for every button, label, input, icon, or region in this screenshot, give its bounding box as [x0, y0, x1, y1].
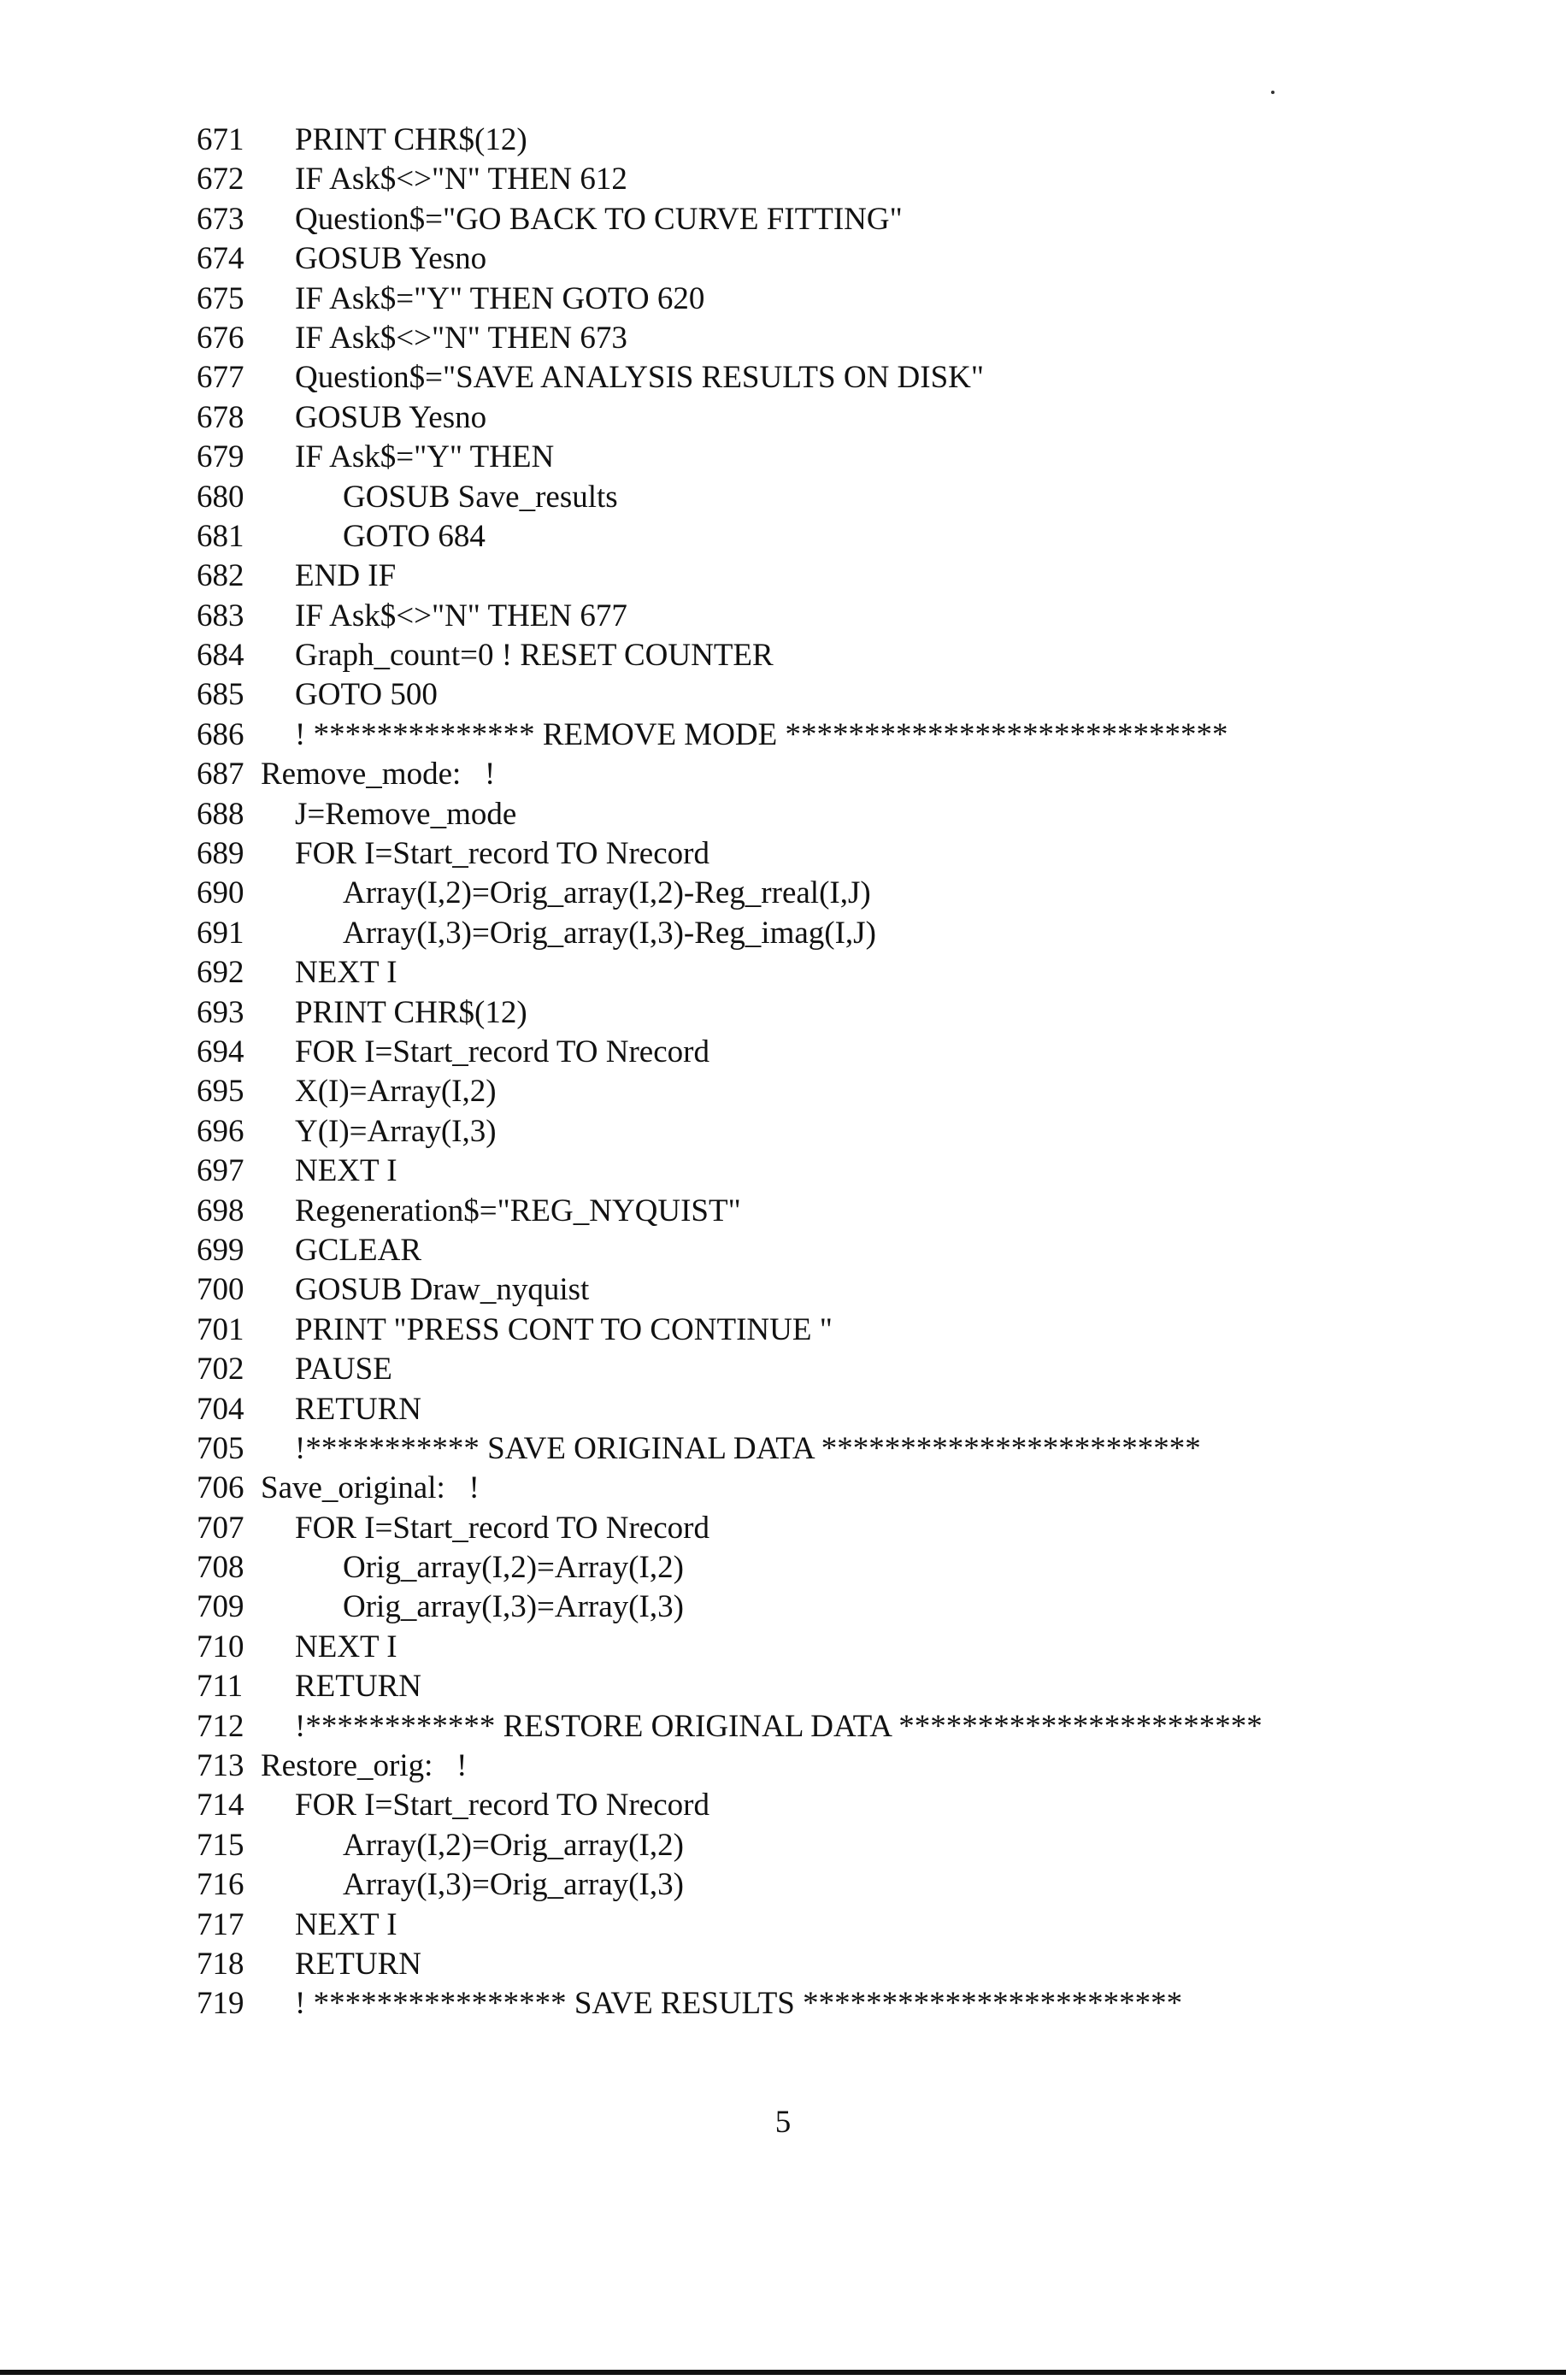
code-text: ! **************** SAVE RESULTS ************************: [295, 1986, 1183, 2022]
line-number: 677: [197, 360, 244, 396]
code-line: [197, 280, 1479, 319]
line-number: 672: [197, 162, 244, 197]
line-number: 688: [197, 796, 244, 832]
code-line: [197, 1231, 1479, 1270]
code-text: Y(I)=Array(I,3): [295, 1113, 497, 1149]
line-number: 693: [197, 994, 244, 1030]
code-line: [197, 121, 1479, 160]
line-number: 687: [197, 757, 244, 792]
code-text: GOSUB Draw_nyquist: [295, 1272, 590, 1308]
code-line: [197, 319, 1479, 358]
code-text: GOTO 500: [295, 677, 438, 713]
code-line: [197, 636, 1479, 675]
line-number: 713: [197, 1748, 244, 1784]
line-number: 692: [197, 955, 244, 991]
code-text: IF Ask$="Y" THEN: [295, 439, 555, 475]
code-line: [197, 1390, 1479, 1429]
code-line: [197, 716, 1479, 755]
line-number: 699: [197, 1232, 244, 1268]
code-text: Regeneration$="REG_NYQUIST": [295, 1193, 741, 1228]
code-line: [197, 1548, 1479, 1588]
code-text: Array(I,3)=Orig_array(I,3): [343, 1867, 684, 1903]
code-line: [197, 1707, 1479, 1747]
line-number: 709: [197, 1589, 244, 1625]
line-number: 694: [197, 1034, 244, 1069]
code-line: [197, 755, 1479, 794]
code-text: END IF: [295, 558, 397, 594]
page-number: 5: [774, 2105, 792, 2140]
code-text: FOR I=Start_record TO Nrecord: [295, 1788, 709, 1823]
code-line: [197, 795, 1479, 834]
code-line: [197, 874, 1479, 913]
line-number: 675: [197, 280, 244, 316]
code-text: IF Ask$<>"N" THEN 673: [295, 320, 627, 356]
line-number: 685: [197, 677, 244, 713]
code-line: [197, 1192, 1479, 1231]
code-text: PRINT "PRESS CONT TO CONTINUE ": [295, 1311, 833, 1347]
code-text: ! ************** REMOVE MODE ****************************: [295, 716, 1228, 752]
line-number: 678: [197, 399, 244, 435]
line-number: 710: [197, 1629, 244, 1664]
code-text: Question$="SAVE ANALYSIS RESULTS ON DISK": [295, 360, 984, 396]
line-number: 717: [197, 1906, 244, 1942]
code-text: NEXT I: [295, 1629, 397, 1664]
code-line: [197, 1865, 1479, 1905]
code-label: Restore_orig: !: [261, 1748, 468, 1784]
line-number: 711: [197, 1669, 244, 1705]
line-number: 680: [197, 479, 244, 515]
code-text: FOR I=Start_record TO Nrecord: [295, 1034, 709, 1069]
code-line: [197, 1826, 1479, 1865]
code-line: [197, 478, 1479, 517]
code-line: [197, 438, 1479, 477]
line-number: 684: [197, 638, 244, 674]
line-number: 714: [197, 1788, 244, 1823]
code-text: RETURN: [295, 1391, 421, 1427]
line-number: 712: [197, 1708, 244, 1744]
code-text: Array(I,2)=Orig_array(I,2)-Reg_rreal(I,J): [343, 875, 871, 911]
line-number: 716: [197, 1867, 244, 1903]
code-label: Remove_mode: !: [261, 757, 496, 792]
code-text: RETURN: [295, 1669, 421, 1705]
code-line: [197, 557, 1479, 596]
code-text: NEXT I: [295, 955, 397, 991]
code-text: PAUSE: [295, 1352, 392, 1387]
code-text: FOR I=Start_record TO Nrecord: [295, 836, 709, 872]
line-number: 706: [197, 1470, 244, 1506]
line-number: 702: [197, 1352, 244, 1387]
code-line: [197, 1628, 1479, 1667]
line-number: 686: [197, 716, 244, 752]
line-number: 697: [197, 1153, 244, 1189]
code-text: PRINT CHR$(12): [295, 994, 527, 1030]
stray-mark: [1271, 91, 1275, 94]
code-text: IF Ask$<>"N" THEN 677: [295, 598, 627, 633]
code-line: [197, 1786, 1479, 1825]
code-text: !************ RESTORE ORIGINAL DATA ***********************: [295, 1708, 1263, 1744]
code-text: IF Ask$<>"N" THEN 612: [295, 162, 627, 197]
code-text: !*********** SAVE ORIGINAL DATA ************************: [295, 1430, 1201, 1466]
code-line: [197, 1072, 1479, 1111]
code-text: RETURN: [295, 1946, 421, 1982]
line-number: 681: [197, 518, 244, 554]
code-line: [197, 1429, 1479, 1469]
line-number: 691: [197, 915, 244, 951]
code-text: NEXT I: [295, 1906, 397, 1942]
code-line: [197, 675, 1479, 715]
line-number: 718: [197, 1946, 244, 1982]
code-line: [197, 1984, 1479, 2024]
code-line: [197, 1112, 1479, 1152]
line-number: 696: [197, 1113, 244, 1149]
line-number: 683: [197, 598, 244, 633]
line-number: 674: [197, 241, 244, 277]
code-line: [197, 1906, 1479, 1945]
code-text: Orig_array(I,2)=Array(I,2): [343, 1550, 684, 1586]
line-number: 673: [197, 201, 244, 237]
code-line: [197, 517, 1479, 557]
code-text: Array(I,3)=Orig_array(I,3)-Reg_imag(I,J): [343, 915, 876, 951]
line-number: 695: [197, 1074, 244, 1110]
code-text: GOSUB Yesno: [295, 241, 487, 277]
code-line: [197, 1588, 1479, 1627]
code-line: [197, 953, 1479, 993]
code-label: Save_original: !: [261, 1470, 480, 1506]
code-line: [197, 1747, 1479, 1786]
code-text: GOSUB Save_results: [343, 479, 618, 515]
code-line: [197, 398, 1479, 438]
code-line: [197, 914, 1479, 953]
code-text: PRINT CHR$(12): [295, 122, 527, 157]
line-number: 671: [197, 122, 244, 157]
code-line: [197, 1152, 1479, 1191]
code-text: J=Remove_mode: [295, 796, 517, 832]
line-number: 690: [197, 875, 244, 911]
code-line: [197, 1270, 1479, 1310]
code-text: Graph_count=0 ! RESET COUNTER: [295, 638, 774, 674]
code-line: [197, 160, 1479, 199]
bottom-rule: [0, 2370, 1566, 2375]
line-number: 719: [197, 1986, 244, 2022]
code-text: Array(I,2)=Orig_array(I,2): [343, 1827, 684, 1863]
code-line: [197, 1509, 1479, 1548]
line-number: 704: [197, 1391, 244, 1427]
code-listing: [197, 121, 1479, 2024]
code-text: GOTO 684: [343, 518, 486, 554]
line-number: 679: [197, 439, 244, 475]
line-number: 701: [197, 1311, 244, 1347]
line-number: 705: [197, 1430, 244, 1466]
code-line: [197, 1667, 1479, 1706]
code-line: [197, 1311, 1479, 1350]
code-line: [197, 358, 1479, 398]
code-text: NEXT I: [295, 1153, 397, 1189]
line-number: 689: [197, 836, 244, 872]
code-line: [197, 1469, 1479, 1508]
line-number: 682: [197, 558, 244, 594]
code-line: [197, 239, 1479, 279]
code-text: Orig_array(I,3)=Array(I,3): [343, 1589, 684, 1625]
code-text: GCLEAR: [295, 1232, 421, 1268]
code-line: [197, 1350, 1479, 1389]
code-text: FOR I=Start_record TO Nrecord: [295, 1510, 709, 1546]
code-line: [197, 200, 1479, 239]
code-line: [197, 834, 1479, 874]
line-number: 708: [197, 1550, 244, 1586]
code-text: Question$="GO BACK TO CURVE FITTING": [295, 201, 903, 237]
code-line: [197, 1033, 1479, 1072]
code-line: [197, 993, 1479, 1033]
line-number: 698: [197, 1193, 244, 1228]
code-text: IF Ask$="Y" THEN GOTO 620: [295, 280, 705, 316]
line-number: 715: [197, 1827, 244, 1863]
code-text: GOSUB Yesno: [295, 399, 487, 435]
code-text: X(I)=Array(I,2): [295, 1074, 497, 1110]
code-line: [197, 597, 1479, 636]
line-number: 676: [197, 320, 244, 356]
code-line: [197, 1945, 1479, 1984]
line-number: 707: [197, 1510, 244, 1546]
line-number: 700: [197, 1272, 244, 1308]
